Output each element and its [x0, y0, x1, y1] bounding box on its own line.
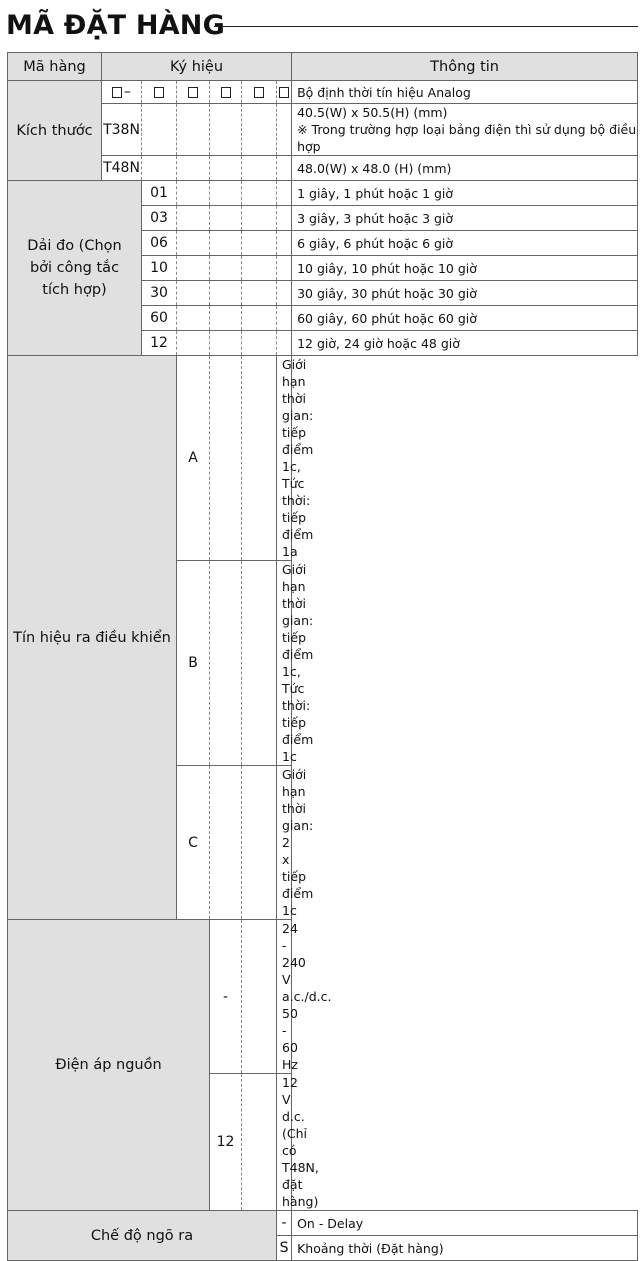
code-cell: T48N [102, 156, 142, 181]
info-cell [292, 104, 638, 156]
info-cell: 48.0(W) x 48.0 (H) (mm) [292, 156, 638, 181]
power-label: Điện áp nguồn [8, 920, 210, 1211]
box-icon [154, 87, 164, 98]
info-cell: Khoảng thời (Đặt hàng) [292, 1236, 638, 1261]
symbol-cell [142, 81, 177, 104]
symbol-cell [102, 81, 142, 104]
info-cell: 3 giây, 3 phút hoặc 3 giờ [292, 206, 638, 231]
code-cell: C [177, 766, 210, 920]
code-cell: T38N [102, 104, 142, 156]
symbol-cell [277, 81, 292, 104]
code-cell: 12 [210, 1074, 242, 1211]
info-cell: 12 V d.c. (Chỉ có T48N, đặt hàng) [277, 1074, 292, 1211]
symbol-cell [242, 81, 277, 104]
header-code: Mã hàng [8, 53, 102, 81]
mode-label: Chế độ ngõ ra [8, 1211, 277, 1261]
info-cell: Giới hạn thời gian: tiếp điểm 1c, Tức thời: tiếp điểm 1c [277, 561, 292, 766]
code-cell: 30 [142, 281, 177, 306]
title-rule [214, 26, 638, 27]
info-line: ※ Trong trường hợp loại bảng điện thì sử dụng bộ điều hợp [297, 122, 637, 154]
info-cell: 1 giây, 1 phút hoặc 1 giờ [292, 181, 638, 206]
table-row [8, 156, 638, 181]
table-row [8, 181, 638, 206]
info-cell: Giới hạn thời gian: tiếp điểm 1c, Tức thời: tiếp điểm 1a [277, 356, 292, 561]
code-cell: 01 [142, 181, 177, 206]
range-label: Dải đo (Chọn bởi công tắc tích hợp) [8, 181, 142, 356]
symbol-cell [177, 81, 210, 104]
box-icon [188, 87, 198, 98]
header-row [8, 53, 638, 81]
table-row [8, 920, 638, 1074]
code-cell: 03 [142, 206, 177, 231]
code-cell: S [277, 1236, 292, 1261]
code-cell: 06 [142, 231, 177, 256]
info-cell: 30 giây, 30 phút hoặc 30 giờ [292, 281, 638, 306]
table-row [8, 1211, 638, 1236]
box-dash: – [124, 84, 131, 100]
table-row [8, 104, 638, 156]
info-cell: On - Delay [292, 1211, 638, 1236]
size-label: Kích thước [8, 81, 102, 181]
box-icon [221, 87, 231, 98]
control-label: Tín hiệu ra điều khiển [8, 356, 177, 920]
header-symbol: Ký hiệu [102, 53, 292, 81]
info-cell: 10 giây, 10 phút hoặc 10 giờ [292, 256, 638, 281]
info-line: 40.5(W) x 50.5(H) (mm) [297, 105, 448, 120]
info-cell: 60 giây, 60 phút hoặc 60 giờ [292, 306, 638, 331]
code-cell: - [210, 920, 242, 1074]
info-cell: 6 giây, 6 phút hoặc 6 giờ [292, 231, 638, 256]
header-info: Thông tin [292, 53, 638, 81]
title-bar [6, 8, 638, 44]
code-cell: 60 [142, 306, 177, 331]
info-cell: 12 giờ, 24 giờ hoặc 48 giờ [292, 331, 638, 356]
box-icon [254, 87, 264, 98]
code-cell: B [177, 561, 210, 766]
box-icon [112, 87, 122, 98]
code-cell: 12 [142, 331, 177, 356]
info-cell: 24 - 240 V a.c./d.c. 50 - 60 Hz [277, 920, 292, 1074]
table-row [8, 356, 638, 561]
box-icon [279, 87, 289, 98]
order-code-table [7, 52, 638, 1261]
code-cell: A [177, 356, 210, 561]
code-cell: 10 [142, 256, 177, 281]
symbol-cell [210, 81, 242, 104]
table-row [8, 81, 638, 104]
info-cell: Bộ định thời tín hiệu Analog [292, 81, 638, 104]
code-cell: - [277, 1211, 292, 1236]
info-cell: Giới hạn thời gian: 2 x tiếp điểm 1c [277, 766, 292, 920]
page-title: MÃ ĐẶT HÀNG [6, 10, 225, 41]
